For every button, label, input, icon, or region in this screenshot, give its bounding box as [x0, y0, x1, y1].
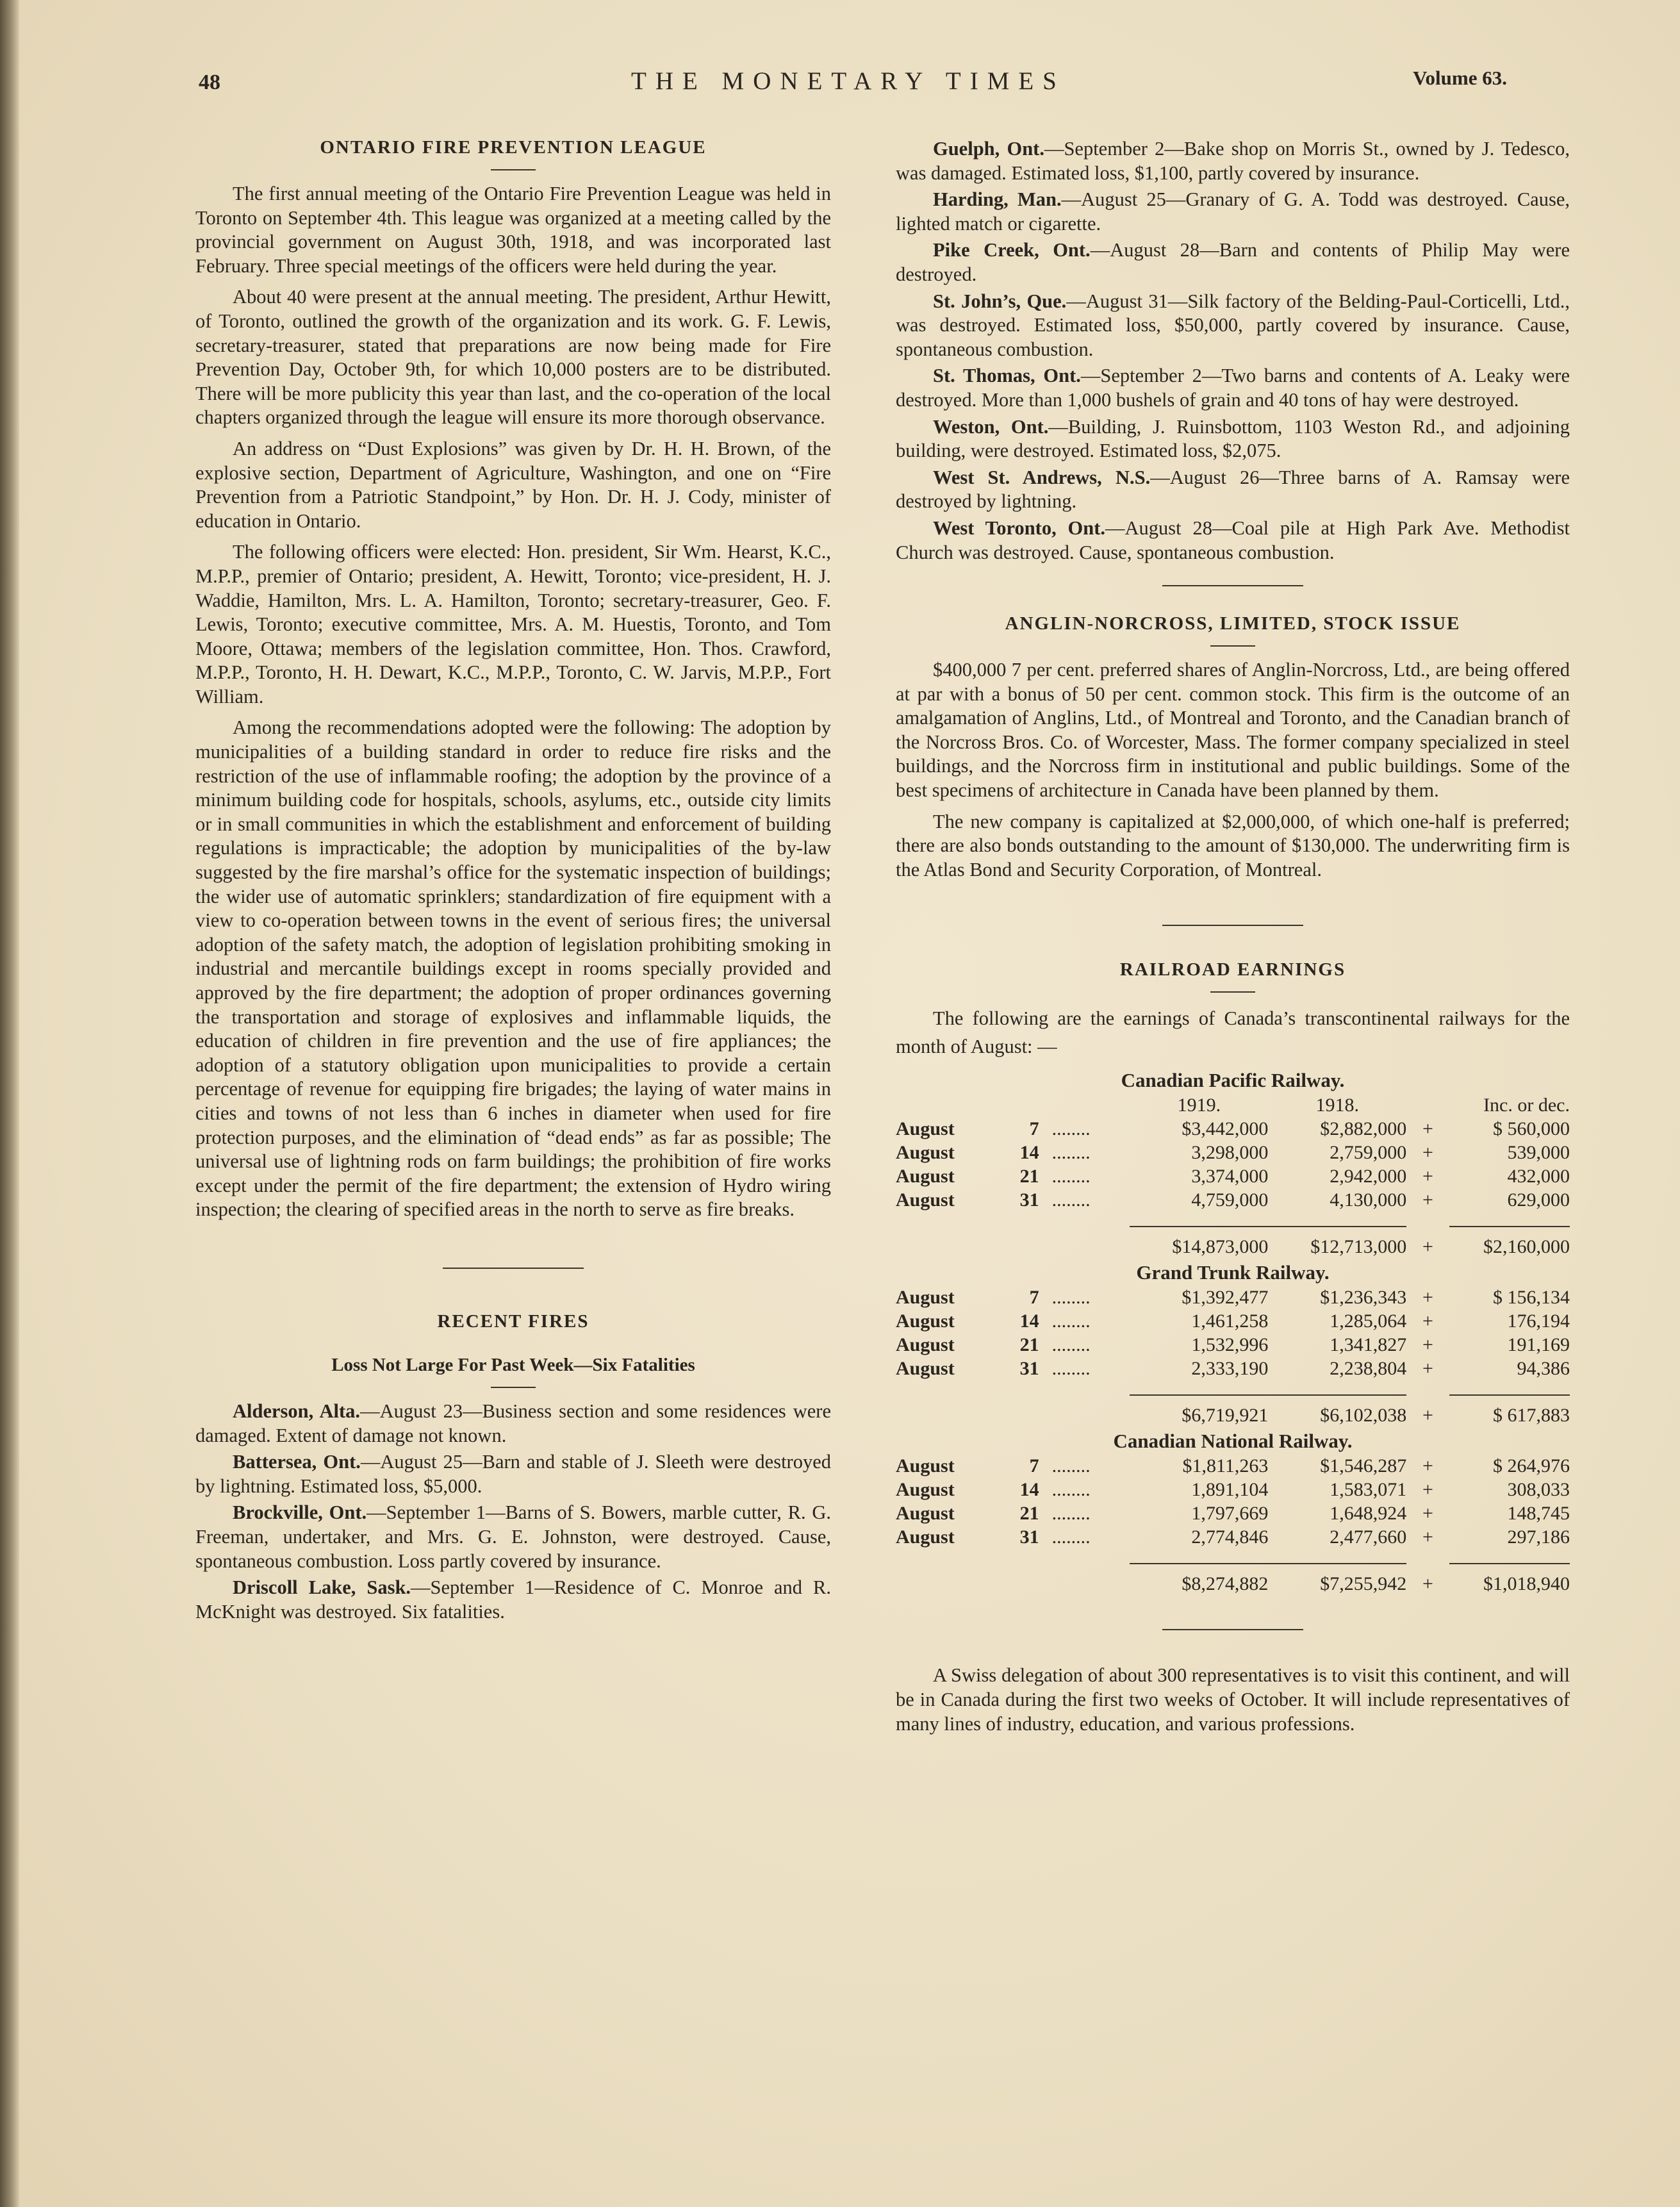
total-change: $1,018,940	[1449, 1564, 1570, 1596]
earnings-row	[896, 1501, 1570, 1525]
spacer	[896, 1395, 981, 1427]
fire-text: —September 1—Barns of S. Bowers, marble cutter, R. G. Freeman, undertaker, and Mrs. G. E. Johnston, were destroyed. Cause, spontaneous combustion. Loss partly covered by insurance.	[195, 1501, 831, 1572]
earnings-row	[896, 1188, 1570, 1212]
fire-text: —September 2—Two barns and contents of A. Leaky were destroyed. More than 1,000 bushels of grain and 40 tons of hay were destroyed.	[896, 365, 1570, 411]
earnings-table	[896, 1285, 1570, 1427]
fire-text: —August 25—Barn and stable of J. Sleeth were destroyed by lightning. Estimated loss, $5,000.	[195, 1451, 831, 1497]
ontario-paragraph: About 40 were present at the annual meeting. The president, Arthur Hewitt, of Toronto, outlined the growth of the organization and its work. G. F. Lewis, secretary-treasurer, stated that preparations are now being made for Fire Prevention Day, October 9th, for which 10,000 posters are to be distributed. There will be more publicity this year than last, and the co-operation of the local chapters organized through the league will ensure its more thorough observance.	[195, 286, 831, 429]
fire-place: Weston, Ont.	[933, 415, 1049, 438]
total-1919: $14,873,000	[1130, 1227, 1268, 1259]
leader-dots: ........	[1051, 1526, 1091, 1548]
earnings-1918: 2,238,804	[1330, 1358, 1407, 1380]
day-cell: 21	[1019, 1503, 1039, 1525]
leader-dots: ........	[1051, 1118, 1091, 1140]
swiss-paragraph: A Swiss delegation of about 300 representatives is to visit this continent, and will be in Canada during the first two weeks of October. It will include representatives of many lines of industry, education, and various professions.	[896, 1664, 1570, 1735]
earnings-1919: $1,811,263	[1182, 1455, 1269, 1477]
spacer	[896, 1227, 981, 1259]
fire-place: Brockville, Ont.	[233, 1501, 367, 1524]
earnings-1919: 1,891,104	[1191, 1479, 1269, 1501]
earnings-1919: 1,461,258	[1191, 1310, 1269, 1332]
publication-title: THE MONETARY TIMES	[631, 67, 1066, 95]
month-cell: August	[896, 1310, 955, 1332]
leader-dots: ........	[1051, 1479, 1091, 1501]
earnings-row	[896, 1117, 1570, 1141]
fire-text: —August 28—Coal pile at High Park Ave. Methodist Church was destroyed. Cause, spontaneous combustion.	[896, 517, 1570, 563]
total-row	[896, 1227, 1570, 1259]
month-cell: August	[896, 1526, 955, 1548]
binding-edge	[0, 0, 19, 2207]
change-sign: +	[1422, 1142, 1433, 1164]
col-change-header: Inc. or dec.	[1483, 1095, 1570, 1116]
fire-text: —September 1—Residence of C. Monroe and R. McKnight was destroyed. Six fatalities.	[195, 1576, 831, 1623]
spacer	[981, 1227, 1052, 1259]
col-1919-header: 1919.	[1177, 1095, 1221, 1116]
month-cell: August	[896, 1189, 955, 1211]
month-cell: August	[896, 1455, 955, 1477]
spacer	[1052, 1395, 1130, 1427]
spacer	[1052, 1093, 1130, 1117]
change-sign: +	[1422, 1287, 1433, 1309]
year-header-row	[896, 1093, 1570, 1117]
change-sign: +	[1422, 1189, 1433, 1211]
leader-dots: ........	[1051, 1166, 1091, 1187]
spacer-row	[896, 1549, 1570, 1564]
spacer	[981, 1395, 1052, 1427]
change-amount: 539,000	[1507, 1142, 1570, 1164]
fire-place: Harding, Man.	[933, 188, 1062, 211]
fire-text: —August 28—Barn and contents of Philip May were destroyed.	[896, 239, 1570, 285]
earnings-row	[896, 1478, 1570, 1501]
fire-text: —August 25—Granary of G. A. Todd was destroyed. Cause, lighted match or cigarette.	[896, 188, 1570, 235]
earnings-1918: 2,759,000	[1330, 1142, 1407, 1164]
month-cell: August	[896, 1503, 955, 1525]
change-sign: +	[1422, 1455, 1433, 1477]
earnings-row	[896, 1309, 1570, 1333]
leader-dots: ........	[1051, 1310, 1091, 1332]
month-cell: August	[896, 1142, 955, 1164]
leader-dots: ........	[1051, 1334, 1091, 1356]
total-1918: $12,713,000	[1268, 1227, 1406, 1259]
leader-dots: ........	[1051, 1189, 1091, 1211]
day-cell: 7	[1029, 1118, 1039, 1140]
railroad-heading: RAILROAD EARNINGS	[1119, 959, 1346, 980]
earnings-1918: 1,648,924	[1330, 1503, 1407, 1525]
total-sign: +	[1422, 1404, 1433, 1426]
change-sign: +	[1422, 1503, 1433, 1525]
col-1918-header: 1918.	[1315, 1095, 1360, 1116]
earnings-1918: 1,583,071	[1330, 1479, 1407, 1501]
fire-item	[896, 188, 1570, 236]
leader-dots: ........	[1051, 1142, 1091, 1164]
railroad-tables	[896, 1068, 1570, 1596]
anglin-heading: ANGLIN-NORCROSS, LIMITED, STOCK ISSUE	[1005, 613, 1461, 634]
earnings-row	[896, 1454, 1570, 1478]
total-row	[896, 1395, 1570, 1427]
spacer	[896, 1093, 981, 1117]
change-amount: 94,386	[1517, 1358, 1570, 1380]
earnings-1918: 1,341,827	[1330, 1334, 1407, 1356]
day-cell: 7	[1029, 1287, 1039, 1309]
day-cell: 14	[1019, 1479, 1039, 1501]
fire-text: —August 31—Silk factory of the Belding-Paul-Corticelli, Ltd., was destroyed. Estimated loss, $50,000, partly covered by insurance. Cause, spontaneous combustion.	[896, 290, 1570, 360]
fire-item	[896, 238, 1570, 286]
earnings-1919: $1,392,477	[1182, 1287, 1269, 1309]
fire-item	[195, 1501, 831, 1573]
fire-item	[896, 415, 1570, 463]
page-number: 48	[199, 70, 220, 94]
fire-item	[195, 1450, 831, 1498]
ontario-heading: ONTARIO FIRE PREVENTION LEAGUE	[320, 137, 707, 158]
total-change: $2,160,000	[1449, 1227, 1570, 1259]
earnings-row	[896, 1333, 1570, 1357]
spacer	[1052, 1564, 1130, 1596]
fire-place: Pike Creek, Ont.	[933, 239, 1091, 261]
fire-item	[896, 137, 1570, 185]
earnings-table	[896, 1093, 1570, 1259]
fire-item	[896, 290, 1570, 362]
spacer-row	[896, 1380, 1570, 1395]
change-amount: 629,000	[1507, 1189, 1570, 1211]
change-amount: $ 156,134	[1493, 1287, 1570, 1309]
ontario-paragraph: Among the recommendations adopted were the following: The adoption by municipalities of a building standard in order to reduce fire risks and the restriction of the use of inflammable roofing; the adoption by the province of a minimum building code for hospitals, schools, asylums, etc., outside city limits or in small communities in which the establishment and enforcement of building regulations is impracticable; the adoption by municipalities of the by-law suggested by the fire marshal’s office for the systematic inspection of buildings; the wider use of automatic sprinklers; standardization of fire equipment with a view to co-operation between towns in the event of serious fires; the universal adoption of the safety match, the adoption of legislation prohibiting smoking in industrial and mercantile buildings except in rooms specially provided and approved by the fire department; the adoption of proper ordinances governing the transportation and storage of explosives and inflammable liquids, the education of children in fire prevention and the use of fire appliances; the adoption of a statutory obligation upon municipalities to provide a certain percentage of revenue for equipping fire brigades; the laying of water mains in cities and towns of not less than 6 inches in diameter when used for fire protection purposes, and the elimination of “dead ends” as far as possible; The universal use of lightning rods on farm buildings; the prohibition of fire works except under the permit of the fire department; the extension of Hydro wiring inspection; the clearing of specified areas in the north to serve as fire breaks.	[195, 716, 831, 1221]
ontario-paragraph: An address on “Dust Explosions” was given by Dr. H. H. Brown, of the explosive section, Department of Agriculture, Washington, and one on “Fire Prevention from a Patriotic Standpoint,” by Hon. Dr. H. J. Cody, minister of education in Ontario.	[195, 437, 831, 532]
change-sign: +	[1422, 1334, 1433, 1356]
fire-place: West St. Andrews, N.S.	[933, 466, 1151, 488]
earnings-1919: 1,797,669	[1191, 1503, 1269, 1525]
ontario-paragraph: The following officers were elected: Hon. president, Sir Wm. Hearst, K.C., M.P.P., premier of Ontario; president, A. Hewitt, Toronto; vice-president, H. J. Waddie, Hamilton, Mrs. L. A. Hamilton, Toronto; secretary-treasurer, Geo. F. Lewis, Toronto; executive committee, Mrs. A. M. Huestis, Toronto, and Tom Moore, Ottawa; members of the legislation committee, Hon. Thos. Crawford, M.P.P., Toronto, H. H. Dewart, K.C., M.P.P., Toronto, C. W. Jarvis, M.P.P., Fort William.	[195, 541, 831, 707]
earnings-1918: $1,546,287	[1320, 1455, 1407, 1477]
railway-name: Canadian National Railway.	[1113, 1430, 1353, 1453]
day-cell: 7	[1029, 1455, 1039, 1477]
fire-place: Battersea, Ont.	[233, 1451, 361, 1473]
change-amount: 176,194	[1507, 1310, 1570, 1332]
earnings-1918: 4,130,000	[1330, 1189, 1407, 1211]
total-1918: $6,102,038	[1268, 1395, 1406, 1427]
earnings-row	[896, 1285, 1570, 1309]
day-cell: 31	[1019, 1189, 1039, 1211]
spacer	[1052, 1227, 1130, 1259]
day-cell: 21	[1019, 1166, 1039, 1187]
total-sign: +	[1422, 1236, 1433, 1257]
total-1919: $6,719,921	[1130, 1395, 1268, 1427]
spacer	[981, 1564, 1052, 1596]
month-cell: August	[896, 1334, 955, 1356]
fire-item	[896, 364, 1570, 412]
month-cell: August	[896, 1118, 955, 1140]
fires-list-part2	[896, 137, 1570, 565]
day-cell: 31	[1019, 1358, 1039, 1380]
earnings-1919: 2,333,190	[1191, 1358, 1269, 1380]
fire-text: —August 26—Three barns of A. Ramsay were destroyed by lightning.	[896, 466, 1570, 513]
leader-dots: ........	[1051, 1503, 1091, 1525]
earnings-1919: 2,774,846	[1191, 1526, 1269, 1548]
earnings-row	[896, 1357, 1570, 1380]
fire-place: St. Thomas, Ont.	[933, 365, 1081, 387]
month-cell: August	[896, 1287, 955, 1309]
day-cell: 14	[1019, 1142, 1039, 1164]
fire-item	[195, 1400, 831, 1448]
earnings-1918: 2,942,000	[1330, 1166, 1407, 1187]
anglin-paragraph: The new company is capitalized at $2,000,000, of which one-half is preferred; there are also bonds outstanding to the amount of $130,000. The underwriting firm is the Atlas Bond and Security Corporation, of Montreal.	[896, 810, 1570, 880]
earnings-table	[896, 1454, 1570, 1596]
leader-dots: ........	[1051, 1287, 1091, 1309]
spacer	[981, 1093, 1052, 1117]
month-cell: August	[896, 1479, 955, 1501]
earnings-row	[896, 1164, 1570, 1188]
change-sign: +	[1422, 1166, 1433, 1187]
earnings-1919: $3,442,000	[1182, 1118, 1269, 1140]
earnings-1919: 3,298,000	[1191, 1142, 1269, 1164]
earnings-1918: 2,477,660	[1330, 1526, 1407, 1548]
divider	[1210, 991, 1255, 993]
change-sign: +	[1422, 1118, 1433, 1140]
change-amount: 308,033	[1507, 1479, 1570, 1501]
change-amount: 297,186	[1507, 1526, 1570, 1548]
railway-name: Canadian Pacific Railway.	[1121, 1069, 1345, 1092]
change-amount: 191,169	[1507, 1334, 1570, 1356]
earnings-1919: 4,759,000	[1191, 1189, 1269, 1211]
railway-name: Grand Trunk Railway.	[1136, 1261, 1330, 1284]
fire-place: St. John’s, Que.	[933, 290, 1067, 312]
day-cell: 31	[1019, 1526, 1039, 1548]
total-1918: $7,255,942	[1268, 1564, 1406, 1596]
fire-item	[195, 1576, 831, 1624]
fire-item	[896, 517, 1570, 565]
fire-text: —Building, J. Ruinsbottom, 1103 Weston Rd., and adjoining building, were destroyed. Estimated loss, $2,075.	[896, 415, 1570, 462]
recent-fires-subheading: Loss Not Large For Past Week—Six Fatalities	[331, 1354, 695, 1375]
month-cell: August	[896, 1166, 955, 1187]
divider	[1210, 645, 1255, 647]
change-sign: +	[1422, 1479, 1433, 1501]
spacer	[896, 1564, 981, 1596]
total-row	[896, 1564, 1570, 1596]
fires-list-part1	[195, 1400, 831, 1624]
left-column	[195, 135, 831, 1626]
change-sign: +	[1422, 1526, 1433, 1548]
day-cell: 21	[1019, 1334, 1039, 1356]
earnings-1918: $1,236,343	[1320, 1287, 1407, 1309]
change-amount: 432,000	[1507, 1166, 1570, 1187]
leader-dots: ........	[1051, 1455, 1091, 1477]
anglin-paragraph: $400,000 7 per cent. preferred shares of Anglin-Norcross, Ltd., are being offered at par with a bonus of 50 per cent. common stock. This firm is the outcome of an amalgamation of Anglins, Ltd., of Montreal and Toronto, and the Canadian branch of the Norcross Bros. Co. of Worcester, Mass. The former company specialized in steel buildings, and the Norcross firm in institutional and public buildings. Some of the best specimens of architecture in Canada have been planned by them.	[896, 659, 1570, 802]
railroad-intro: The following are the earnings of Canada’s transcontinental railways for the month of August: —	[896, 1007, 1570, 1058]
earnings-row	[896, 1141, 1570, 1164]
fire-text: —August 23—Business section and some residences were damaged. Extent of damage not known.	[195, 1400, 832, 1446]
earnings-1919: 3,374,000	[1191, 1166, 1269, 1187]
leader-dots: ........	[1051, 1358, 1091, 1380]
fire-place: Guelph, Ont.	[933, 138, 1044, 160]
fire-text: —September 2—Bake shop on Morris St., owned by J. Tedesco, was damaged. Estimated loss, $1,100, partly covered by insurance.	[896, 138, 1570, 184]
change-amount: $ 560,000	[1493, 1118, 1570, 1140]
fire-place: Driscoll Lake, Sask.	[233, 1576, 411, 1599]
change-amount: $ 264,976	[1493, 1455, 1570, 1477]
month-cell: August	[896, 1358, 955, 1380]
right-column	[896, 137, 1570, 1743]
earnings-1918: 1,285,064	[1330, 1310, 1407, 1332]
total-sign: +	[1422, 1573, 1433, 1594]
change-sign: +	[1422, 1358, 1433, 1380]
ontario-paragraph: The first annual meeting of the Ontario Fire Prevention League was held in Toronto on September 4th. This league was organized at a meeting called by the provincial government on August 30th, 1918, and was incorporated last February. Three special meetings of the officers were held during the year.	[195, 183, 831, 277]
total-1919: $8,274,882	[1130, 1564, 1268, 1596]
earnings-1919: 1,532,996	[1191, 1334, 1269, 1356]
earnings-row	[896, 1525, 1570, 1549]
change-sign: +	[1422, 1310, 1433, 1332]
fire-item	[896, 466, 1570, 514]
spacer-row	[896, 1212, 1570, 1227]
earnings-1918: $2,882,000	[1320, 1118, 1407, 1140]
fire-place: West Toronto, Ont.	[933, 517, 1106, 539]
change-amount: 148,745	[1507, 1503, 1570, 1525]
volume-label: Volume 63.	[1413, 67, 1507, 89]
day-cell: 14	[1019, 1310, 1039, 1332]
divider	[491, 169, 536, 170]
recent-fires-heading: RECENT FIRES	[437, 1310, 589, 1332]
divider	[491, 1387, 536, 1388]
total-change: $ 617,883	[1449, 1395, 1570, 1427]
fire-place: Alderson, Alta.	[233, 1400, 361, 1422]
